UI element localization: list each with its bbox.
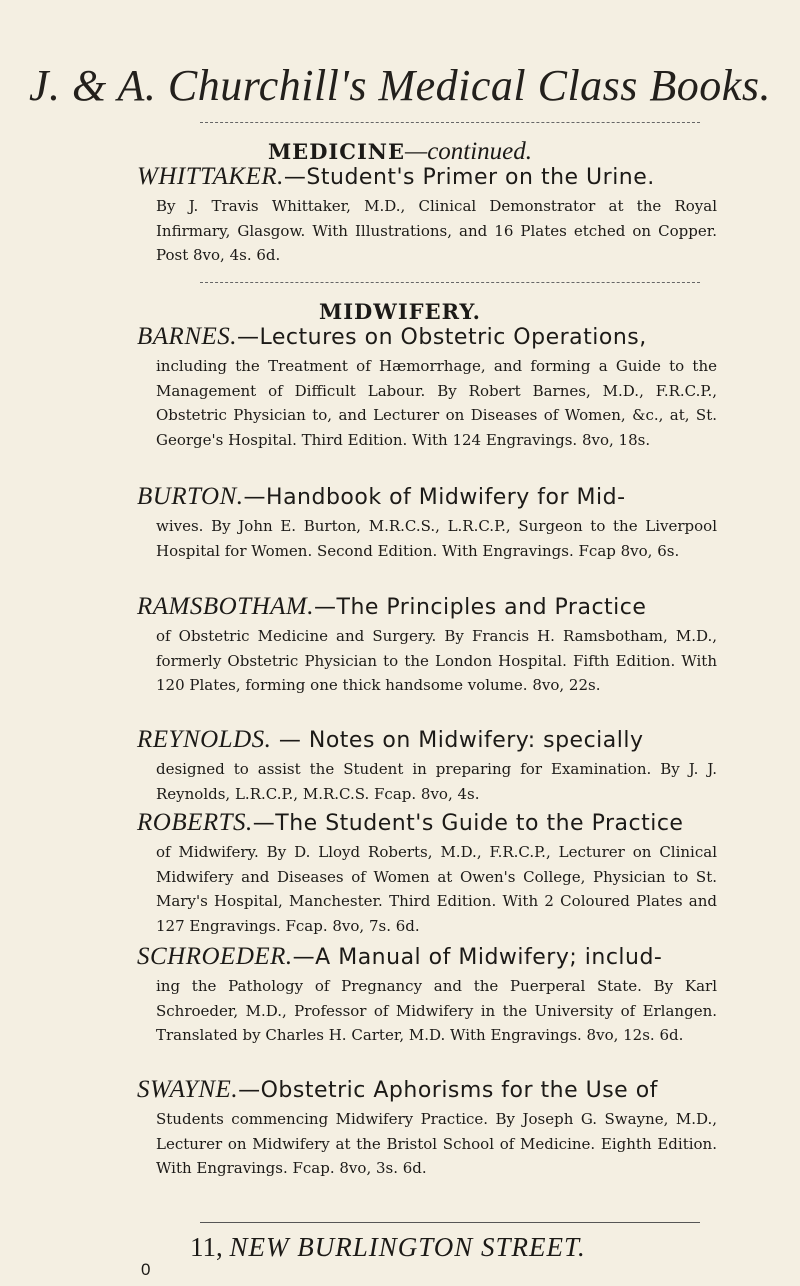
entry-description: By J. Travis Whittaker, M.D., Clinical Demonstrator at the Royal Infirmary, Glasgow. With Illustrations, and 16 Plates etched on Copper. Post 8vo, 4s. 6d.: [156, 197, 717, 264]
entry-author: BARNES.: [137, 323, 238, 350]
catalogue-entry-whittaker: [137, 160, 717, 268]
section-divider: [200, 282, 700, 283]
section-title: MIDWIFERY.: [318, 299, 481, 324]
catalogue-entry-roberts: [137, 806, 717, 938]
entry-description: ing the Pathology of Pregnancy and the Puerperal State. By Karl Schroeder, M.D., Professor of Midwifery in the University of Erlangen. Translated by Charles H. Carter, M.D. With Engravings. 8vo, 12s. 6d.: [156, 977, 717, 1044]
section-title: MEDICINE: [267, 139, 405, 164]
entry-book-title: —A Manual of Midwifery; includ-: [292, 945, 663, 970]
entry-author: RAMSBOTHAM.: [137, 593, 314, 620]
entry-title: [137, 160, 717, 194]
entry-description: including the Treatment of Hæmorrhage, and forming a Guide to the Management of Difficult Labour. By Robert Barnes, M.D., F.R.C.P., Obstetric Physician to, and Lecturer on Diseases of Women, &c., at, St. George's Hospital. Third Edition. With 124 Engravings. 8vo, 18s.: [156, 357, 717, 449]
street-name: NEW BURLINGTON STREET.: [229, 1232, 586, 1262]
catalogue-entry-reynolds: [137, 723, 717, 806]
entry-author: ROBERTS.: [137, 809, 253, 836]
entry-description: wives. By John E. Burton, M.R.C.S., L.R.C.P., Surgeon to the Liverpool Hospital for Women. Second Edition. With Engravings. Fcap 8vo, 6s.: [156, 517, 717, 560]
catalogue-entry-schroeder: [137, 940, 717, 1048]
entry-book-title: —The Principles and Practice: [314, 595, 647, 620]
entry-title: [137, 1073, 717, 1107]
head-rule: [200, 122, 700, 123]
entry-book-title: — Notes on Midwifery: specially: [271, 728, 644, 753]
entry-author: BURTON.: [137, 483, 244, 510]
street-number: 11,: [190, 1232, 223, 1262]
section-suffix: —continued.: [404, 138, 533, 165]
entry-author: SWAYNE.: [137, 1076, 239, 1103]
catalogue-entry-ramsbotham: [137, 590, 717, 698]
entry-description: Students commencing Midwifery Practice. By Joseph G. Swayne, M.D., Lecturer on Midwifery at the Bristol School of Medicine. Eighth Edition. With Engravings. Fcap. 8vo, 3s. 6d.: [156, 1110, 717, 1177]
entry-title: [137, 320, 717, 354]
entry-title: [137, 723, 717, 757]
signature-mark: 0: [141, 1260, 151, 1279]
entry-author: REYNOLDS.: [137, 726, 272, 753]
entry-description: of Midwifery. By D. Lloyd Roberts, M.D., F.R.C.P., Lecturer on Clinical Midwifery and Diseases of Women at Owen's College, Physician to St. Mary's Hospital, Manchester. Third Edition. With 2 Coloured Plates and 127 Engravings. Fcap. 8vo, 7s. 6d.: [156, 843, 717, 935]
entry-book-title: —Lectures on Obstetric Operations,: [237, 325, 647, 350]
entry-author: WHITTAKER.: [137, 163, 284, 190]
entry-description: of Obstetric Medicine and Surgery. By Francis H. Ramsbotham, M.D., formerly Obstetric Physician to the London Hospital. Fifth Edition. With 120 Plates, forming one thick handsome volume. 8vo, 22s.: [156, 627, 717, 694]
entry-title: [137, 590, 717, 624]
entry-book-title: —Obstetric Aphorisms for the Use of: [238, 1078, 658, 1103]
entry-title: [137, 940, 717, 974]
running-head: J. & A. Churchill's Medical Class Books.: [29, 61, 771, 110]
entry-title: [137, 806, 717, 840]
catalogue-entry-swayne: [137, 1073, 717, 1181]
catalogue-entry-barnes: [137, 320, 717, 452]
entry-description: designed to assist the Student in preparing for Examination. By J. J. Reynolds, L.R.C.P., M.R.C.S. Fcap. 8vo, 4s.: [156, 760, 717, 803]
footer-rule: [200, 1222, 700, 1223]
publisher-address: [190, 1232, 586, 1263]
entry-title: [137, 480, 717, 514]
catalogue-entry-burton: [137, 480, 717, 563]
entry-book-title: —Handbook of Midwifery for Mid-: [243, 485, 626, 510]
entry-book-title: —Student's Primer on the Urine.: [283, 165, 655, 190]
entry-author: SCHROEDER.: [137, 943, 293, 970]
entry-book-title: —The Student's Guide to the Practice: [252, 811, 684, 836]
